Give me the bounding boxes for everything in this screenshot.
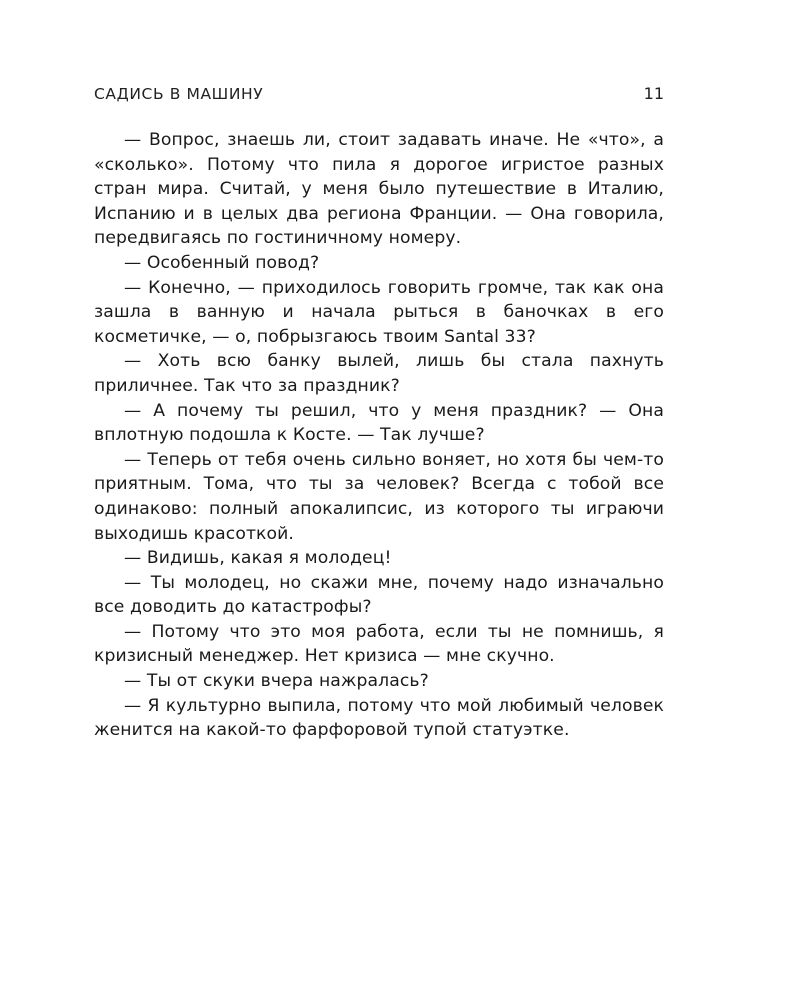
paragraph: — Теперь от тебя очень сильно воняет, но хотя бы чем-то приятным. Тома, что ты за человек? Всегда с тобой все одинаково: полный апокалипсис, из которого ты играючи выходишь красоткой. (94, 449, 664, 544)
paragraph: — Особенный повод? (124, 252, 320, 273)
running-header (94, 84, 664, 106)
paragraph: — Я культурно выпила, потому что мой любимый человек женится на какой-то фарфоровой тупой статуэтке. (94, 695, 664, 741)
paragraph: — Ты молодец, но скажи мне, почему надо изначально все доводить до катастрофы? (94, 572, 664, 618)
paragraph: — Конечно, — приходилось говорить громче, так как она зашла в ванную и начала рыться в баночках в его косметичке, — о, побрызгаюсь твоим Santal 33? (94, 277, 664, 347)
paragraph: — А почему ты решил, что у меня праздник? — Она вплотную подошла к Косте. — Так лучше? (94, 400, 664, 446)
paragraph: — Потому что это моя работа, если ты не помнишь, я кризисный менеджер. Нет кризиса — мне скучно. (94, 621, 664, 667)
paragraph: — Ты от скуки вчера нажралась? (124, 671, 429, 692)
page-number: 11 (643, 84, 664, 103)
text-body (94, 128, 664, 743)
book-page (94, 84, 664, 743)
paragraph: — Вопрос, знаешь ли, стоит задавать иначе. Не «что», а «сколько». Потому что пила я дорогое игристое разных стран мира. Считай, у меня было путешествие в Италию, Испанию и в целых два региона Франции. — Она говорила, передвигаясь по гостиничному номеру. (94, 130, 664, 249)
paragraph: — Хоть всю банку вылей, лишь бы стала пахнуть приличнее. Так что за праздник? (94, 351, 664, 396)
running-title: САДИСЬ В МАШИНУ (94, 85, 264, 103)
paragraph: — Видишь, какая я молодец! (124, 548, 392, 569)
